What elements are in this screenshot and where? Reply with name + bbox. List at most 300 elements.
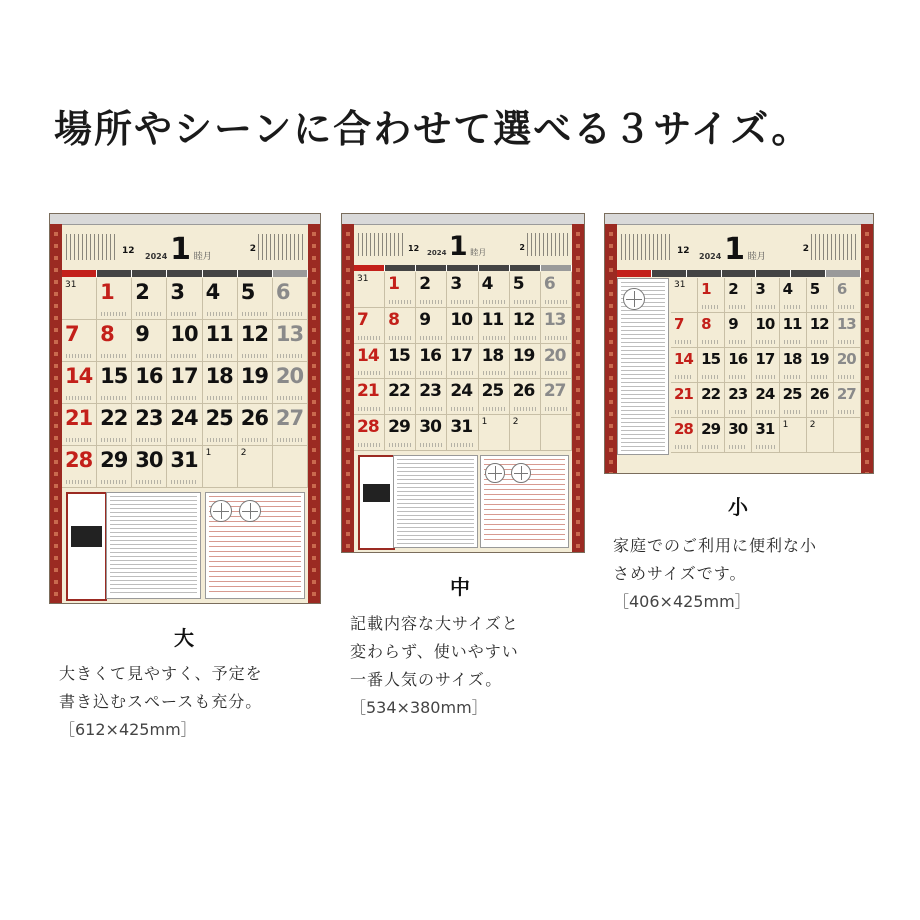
- date-notes: [101, 438, 127, 442]
- date-notes: [675, 375, 693, 379]
- size-desc-large: [59, 660, 263, 744]
- date-number: 7: [674, 315, 684, 333]
- date-cell: [780, 278, 807, 313]
- weekday-cell: [826, 270, 861, 277]
- date-notes: [514, 336, 536, 340]
- desc-line: さめサイズです。: [613, 564, 747, 583]
- month-heading-year: 2024: [427, 249, 449, 257]
- date-number: 4: [481, 274, 493, 294]
- date-notes: [545, 300, 567, 304]
- date-notes: [136, 480, 162, 484]
- date-number: 9: [135, 322, 149, 346]
- date-cell: [385, 344, 416, 380]
- date-cell: [698, 348, 725, 383]
- calendar-frame-right: [572, 224, 584, 552]
- date-cell: [447, 379, 478, 415]
- month-heading: [145, 232, 212, 267]
- date-number: 14: [357, 345, 379, 366]
- date-cell: [780, 348, 807, 383]
- date-number: 6: [543, 274, 555, 294]
- date-cell: [541, 308, 572, 344]
- date-cell: [97, 446, 132, 488]
- date-number: 31: [357, 274, 369, 284]
- date-cell: [203, 362, 238, 404]
- size-dimensions: ［534×380mm］: [350, 698, 488, 717]
- date-notes: [514, 407, 536, 411]
- date-number: 1: [701, 280, 711, 298]
- date-number: 5: [809, 280, 820, 298]
- month-heading: [699, 232, 766, 267]
- date-notes: [756, 375, 774, 379]
- date-number: 11: [782, 315, 802, 333]
- weekday-cell: [167, 270, 202, 277]
- weekday-cell: [238, 270, 273, 277]
- date-notes: [101, 396, 127, 400]
- date-number: 1: [782, 420, 789, 430]
- date-cell: [62, 362, 97, 404]
- date-notes: [483, 371, 505, 375]
- weekday-cell: [722, 270, 757, 277]
- date-number: 26: [512, 381, 535, 402]
- date-cell: [416, 308, 447, 344]
- mini-calendar-prev: [621, 234, 673, 260]
- date-cell: [807, 383, 834, 418]
- date-cell: [780, 313, 807, 348]
- mini-calendar-dates: [358, 233, 405, 256]
- date-cell: [725, 313, 752, 348]
- date-cell: [780, 383, 807, 418]
- date-cell: [698, 383, 725, 418]
- date-cell: [698, 313, 725, 348]
- date-cell: [203, 404, 238, 446]
- date-number: 10: [755, 315, 775, 333]
- size-label-medium: 中: [450, 575, 470, 599]
- calendar-inner: [62, 224, 308, 603]
- date-number: 10: [170, 322, 198, 346]
- date-number: 9: [419, 309, 431, 330]
- date-number: 1: [388, 274, 399, 294]
- date-number: 16: [728, 350, 748, 368]
- date-number: 13: [543, 309, 566, 330]
- date-notes: [389, 443, 411, 447]
- date-notes: [729, 375, 747, 379]
- weekday-cell: [62, 270, 97, 277]
- date-notes: [277, 396, 303, 400]
- date-number: 22: [701, 385, 721, 403]
- date-notes: [101, 354, 127, 358]
- date-cell: [416, 344, 447, 380]
- date-number: 2: [728, 280, 738, 298]
- date-number: 7: [357, 309, 368, 330]
- size-desc-medium: [350, 610, 519, 722]
- date-number: 19: [240, 364, 268, 388]
- date-number: 30: [419, 417, 441, 438]
- date-notes: [66, 396, 92, 400]
- date-number: 24: [450, 381, 473, 402]
- mini-calendar-prev: [358, 233, 405, 256]
- date-notes: [171, 438, 197, 442]
- date-cell: [780, 418, 807, 453]
- date-cell: [62, 446, 97, 488]
- date-number: 31: [450, 417, 473, 438]
- date-number: 5: [512, 274, 524, 294]
- date-number: 21: [65, 406, 93, 430]
- date-cell: [132, 404, 167, 446]
- date-cell: [479, 344, 510, 380]
- date-cell: [807, 348, 834, 383]
- date-cell: [97, 320, 132, 362]
- size-desc-small: [613, 532, 817, 616]
- date-number: 20: [543, 345, 566, 366]
- weekday-cell: [687, 270, 722, 277]
- date-number: 1: [481, 417, 488, 428]
- date-number: 2: [135, 280, 149, 304]
- date-cell: [385, 379, 416, 415]
- date-cell: [834, 313, 861, 348]
- date-cell: [354, 415, 385, 451]
- weekday-cell: [479, 265, 510, 271]
- desc-line: 一番人気のサイズ。: [350, 670, 503, 689]
- date-number: 19: [512, 345, 535, 366]
- date-number: 8: [388, 309, 399, 330]
- desc-line: 記載内容な大サイズと: [350, 614, 519, 633]
- date-cell: [273, 320, 308, 362]
- date-notes: [811, 305, 829, 309]
- date-cell: [752, 383, 779, 418]
- date-notes: [702, 410, 720, 414]
- almanac-badge: [66, 492, 107, 601]
- date-notes: [729, 410, 747, 414]
- date-notes: [277, 312, 303, 316]
- date-notes: [242, 354, 268, 358]
- desc-line: 書き込むスペースも充分。: [59, 692, 263, 711]
- mini-month-next-label: [803, 238, 809, 254]
- date-cell: [510, 308, 541, 344]
- date-number: 24: [755, 385, 775, 403]
- date-number: 30: [135, 448, 163, 472]
- date-number: 21: [674, 385, 693, 403]
- date-notes: [756, 445, 774, 449]
- date-cell: [698, 278, 725, 313]
- date-notes: [702, 375, 720, 379]
- date-cell: [416, 379, 447, 415]
- date-notes: [389, 300, 411, 304]
- calendar-inner: [617, 224, 861, 473]
- date-cell: [385, 272, 416, 308]
- date-notes: [784, 305, 802, 309]
- mini-calendar-dates: [621, 234, 673, 260]
- date-number: 11: [205, 322, 233, 346]
- date-notes: [207, 312, 233, 316]
- date-cell: [479, 379, 510, 415]
- date-cell: [752, 313, 779, 348]
- date-cell: [97, 278, 132, 320]
- weekday-cell: [354, 265, 385, 271]
- compass-diagram: [239, 500, 261, 522]
- date-notes: [838, 305, 856, 309]
- date-notes: [420, 336, 442, 340]
- weekday-cell: [132, 270, 167, 277]
- date-notes: [207, 354, 233, 358]
- month-heading-number: 1: [170, 232, 191, 267]
- date-number: 3: [450, 274, 462, 294]
- almanac-text-lines: [397, 459, 474, 544]
- date-number: 2: [809, 420, 816, 430]
- date-cell: [671, 418, 698, 453]
- date-cell: [132, 446, 167, 488]
- date-number: 5: [240, 280, 255, 304]
- date-cell: [354, 344, 385, 380]
- calendar-frame-left: [605, 224, 617, 473]
- weekday-cell: [756, 270, 791, 277]
- date-number: 3: [755, 280, 765, 298]
- date-cell: [725, 278, 752, 313]
- date-cell: [238, 404, 273, 446]
- date-number: 18: [481, 345, 504, 366]
- date-cell: [725, 348, 752, 383]
- date-number: 15: [701, 350, 721, 368]
- date-cell: [671, 278, 698, 313]
- date-cell: [273, 446, 308, 488]
- weekday-cell: [385, 265, 416, 271]
- date-notes: [171, 354, 197, 358]
- weekday-header: [617, 270, 861, 277]
- weekday-cell: [203, 270, 238, 277]
- calendar-inner: [354, 224, 572, 552]
- date-notes: [702, 445, 720, 449]
- date-notes: [545, 336, 567, 340]
- date-cell: [416, 272, 447, 308]
- date-notes: [389, 371, 411, 375]
- date-number: 24: [170, 406, 198, 430]
- date-notes: [136, 438, 162, 442]
- date-number: 27: [543, 381, 566, 402]
- date-number: 6: [836, 280, 847, 298]
- mini-month-prev: 12: [408, 244, 420, 253]
- date-notes: [420, 371, 442, 375]
- date-cell: [354, 272, 385, 308]
- date-cell: [167, 320, 202, 362]
- desc-line: 変わらず、使いやすい: [350, 642, 519, 661]
- date-number: 14: [674, 350, 693, 368]
- date-cell: [479, 415, 510, 451]
- date-cell: [807, 418, 834, 453]
- date-cell: [97, 362, 132, 404]
- weekday-cell: [97, 270, 132, 277]
- date-number: 8: [100, 322, 114, 346]
- date-number: 9: [728, 315, 738, 333]
- date-number: 15: [100, 364, 128, 388]
- month-heading-name: 睦月: [190, 252, 212, 262]
- date-cell: [541, 272, 572, 308]
- weekday-header: [354, 265, 572, 271]
- date-notes: [66, 354, 92, 358]
- weekday-cell: [652, 270, 687, 277]
- date-notes: [171, 480, 197, 484]
- date-notes: [483, 407, 505, 411]
- date-number: 28: [65, 448, 93, 472]
- date-number: 1: [205, 448, 212, 458]
- date-number: 27: [836, 385, 856, 403]
- weekday-cell: [416, 265, 447, 271]
- date-cell: [354, 308, 385, 344]
- date-number: 25: [481, 381, 504, 402]
- weekday-cell: [273, 270, 308, 277]
- date-cell: [510, 415, 541, 451]
- date-cell: [62, 278, 97, 320]
- date-notes: [277, 354, 303, 358]
- mini-month-next-label: [519, 237, 525, 253]
- date-number: 7: [65, 322, 79, 346]
- date-number: 16: [419, 345, 441, 366]
- mini-month-prev-label: [408, 238, 419, 254]
- date-cell: [132, 362, 167, 404]
- date-cell: [671, 313, 698, 348]
- date-cell: [510, 344, 541, 380]
- mini-month-next: 2: [802, 244, 809, 254]
- date-notes: [729, 305, 747, 309]
- date-cell: [238, 446, 273, 488]
- date-cell: [203, 320, 238, 362]
- date-notes: [242, 438, 268, 442]
- date-cell: [479, 272, 510, 308]
- date-notes: [756, 305, 774, 309]
- date-notes: [66, 438, 92, 442]
- date-number: 3: [170, 280, 185, 304]
- month-heading-year: 2024: [699, 252, 725, 261]
- date-number: 25: [205, 406, 233, 430]
- date-notes: [838, 340, 856, 344]
- date-notes: [729, 445, 747, 449]
- date-cell: [62, 320, 97, 362]
- date-number: 25: [782, 385, 802, 403]
- month-heading-number: 1: [448, 231, 468, 262]
- calendar-medium-image: [341, 213, 585, 553]
- date-grid: [62, 278, 308, 488]
- almanac-text-lines: [110, 496, 197, 595]
- date-cell: [752, 278, 779, 313]
- date-notes: [420, 300, 442, 304]
- date-grid: [354, 272, 572, 451]
- date-number: 23: [135, 406, 163, 430]
- date-number: 20: [275, 364, 304, 388]
- date-notes: [136, 354, 162, 358]
- mini-month-prev-label: [677, 240, 690, 256]
- date-cell: [541, 344, 572, 380]
- date-notes: [784, 410, 802, 414]
- date-cell: [273, 404, 308, 446]
- date-cell: [132, 320, 167, 362]
- desc-line: 家庭でのご利用に便利な小: [613, 536, 818, 555]
- date-number: 12: [809, 315, 829, 333]
- weekday-cell: [447, 265, 478, 271]
- date-number: 17: [170, 364, 198, 388]
- date-cell: [447, 415, 478, 451]
- date-number: 29: [701, 420, 721, 438]
- date-number: 11: [481, 309, 504, 330]
- date-cell: [752, 348, 779, 383]
- date-number: 6: [275, 280, 290, 304]
- mini-calendar-dates: [258, 234, 304, 260]
- date-cell: [807, 278, 834, 313]
- date-notes: [784, 340, 802, 344]
- weekday-header: [62, 270, 308, 277]
- date-notes: [242, 312, 268, 316]
- date-number: 2: [419, 274, 431, 294]
- date-number: 2: [512, 417, 519, 428]
- size-dimensions: ［612×425mm］: [59, 720, 197, 739]
- date-cell: [354, 379, 385, 415]
- date-number: 21: [357, 381, 379, 402]
- date-notes: [702, 340, 720, 344]
- date-cell: [447, 344, 478, 380]
- date-cell: [807, 313, 834, 348]
- date-cell: [510, 379, 541, 415]
- mini-calendar-prev: [66, 234, 118, 260]
- date-number: 26: [240, 406, 268, 430]
- date-cell: [479, 308, 510, 344]
- date-number: 18: [782, 350, 802, 368]
- date-number: 4: [205, 280, 220, 304]
- date-cell: [203, 446, 238, 488]
- date-notes: [451, 336, 473, 340]
- month-heading-number: 1: [724, 232, 745, 267]
- date-cell: [273, 362, 308, 404]
- date-notes: [838, 410, 856, 414]
- date-number: 28: [674, 420, 693, 438]
- date-notes: [420, 407, 442, 411]
- date-cell: [541, 379, 572, 415]
- date-number: 20: [836, 350, 856, 368]
- date-number: 8: [701, 315, 711, 333]
- date-number: 10: [450, 309, 473, 330]
- date-cell: [62, 404, 97, 446]
- mini-month-prev-label: [122, 240, 135, 256]
- date-number: 29: [100, 448, 128, 472]
- date-number: 28: [357, 417, 379, 438]
- date-cell: [447, 308, 478, 344]
- date-number: 29: [388, 417, 410, 438]
- date-number: 1: [100, 280, 114, 304]
- date-notes: [675, 340, 693, 344]
- date-number: 14: [65, 364, 93, 388]
- date-cell: [167, 446, 202, 488]
- date-number: 4: [782, 280, 792, 298]
- date-number: 17: [450, 345, 473, 366]
- month-heading-year: 2024: [145, 252, 171, 261]
- date-notes: [358, 443, 380, 447]
- date-notes: [729, 340, 747, 344]
- date-cell: [273, 278, 308, 320]
- weekday-cell: [510, 265, 541, 271]
- size-label-large: 大: [174, 626, 194, 650]
- mini-calendar-next: [527, 233, 568, 256]
- date-number: 2: [240, 448, 247, 458]
- date-cell: [834, 383, 861, 418]
- date-cell: [238, 320, 273, 362]
- date-number: 23: [728, 385, 748, 403]
- date-number: 30: [728, 420, 748, 438]
- date-notes: [171, 396, 197, 400]
- calendar-small-image: [604, 213, 874, 474]
- date-notes: [514, 300, 536, 304]
- date-notes: [358, 407, 380, 411]
- mini-month-next: 2: [249, 244, 256, 254]
- date-number: 12: [512, 309, 535, 330]
- date-number: 26: [809, 385, 829, 403]
- date-number: 22: [100, 406, 128, 430]
- date-number: 31: [755, 420, 775, 438]
